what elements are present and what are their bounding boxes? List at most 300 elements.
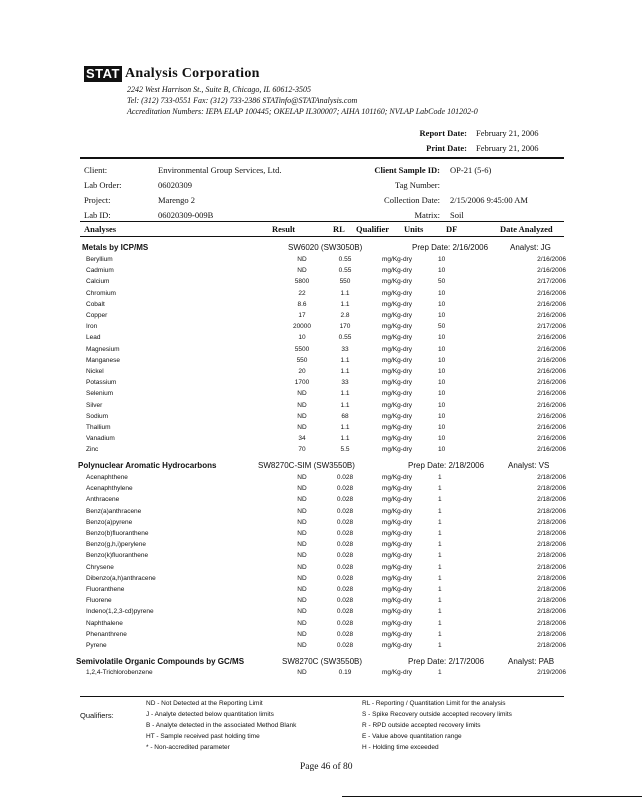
result-row — [86, 411, 566, 422]
date-analyzed: 2/16/2006 — [537, 423, 566, 431]
dilution-factor: 1 — [438, 541, 442, 549]
dilution-factor: 1 — [438, 641, 442, 649]
analyte-name: Chrysene — [86, 563, 114, 571]
date-analyzed: 2/18/2006 — [537, 552, 566, 560]
dilution-factor: 50 — [438, 323, 446, 331]
dilution-factor: 10 — [438, 435, 446, 443]
col-df: DF — [446, 224, 458, 234]
analyte-name: Calcium — [86, 278, 110, 286]
header-rule — [80, 157, 564, 159]
date-analyzed: 2/16/2006 — [537, 379, 566, 387]
analyte-name: Benzo(a)pyrene — [86, 518, 133, 526]
qualifier — [368, 377, 382, 388]
result-value: 17 — [298, 312, 306, 320]
col-analyses: Analyses — [84, 224, 117, 234]
qualifier — [368, 254, 382, 265]
units: mg/Kg-dry — [382, 278, 412, 286]
col-units: Units — [404, 224, 424, 234]
analyte-name: Anthracene — [86, 496, 120, 504]
page-number: Page 46 of 80 — [300, 762, 353, 772]
qualifier — [368, 444, 382, 455]
section-analyst: Analyst: PAB — [508, 657, 555, 666]
result-value: ND — [297, 574, 307, 582]
result-value: ND — [297, 669, 307, 677]
qualifier — [368, 321, 382, 332]
qualifier — [368, 399, 382, 410]
analyte-name: Indeno(1,2,3-cd)pyrene — [86, 608, 154, 616]
dilution-factor: 1 — [438, 507, 442, 515]
qualifier — [368, 617, 382, 628]
bottom-edge-line — [342, 796, 642, 797]
result-value: ND — [297, 390, 307, 398]
units: mg/Kg-dry — [382, 267, 412, 275]
result-row — [86, 265, 566, 276]
dilution-factor: 1 — [438, 552, 442, 560]
dilution-factor: 1 — [438, 597, 442, 605]
qualifier — [368, 332, 382, 343]
result-value: ND — [297, 401, 307, 409]
units: mg/Kg-dry — [382, 574, 412, 582]
result-row — [86, 377, 566, 388]
analyte-name: Cobalt — [86, 300, 105, 308]
result-row — [86, 629, 566, 640]
reporting-limit: 1.1 — [340, 401, 350, 409]
section-method: SW8270C (SW3550B) — [282, 657, 363, 666]
collection-date-value: 2/15/2006 9:45:00 AM — [450, 195, 528, 205]
dilution-factor: 1 — [438, 563, 442, 571]
units: mg/Kg-dry — [382, 334, 412, 342]
units: mg/Kg-dry — [382, 446, 412, 454]
analyte-name: Nickel — [86, 367, 104, 375]
dilution-factor: 10 — [438, 356, 446, 364]
qualifier — [368, 494, 382, 505]
result-value: ND — [297, 585, 307, 593]
analyte-name: Potassium — [86, 379, 117, 387]
qualifier — [368, 310, 382, 321]
reporting-limit: 2.8 — [340, 312, 350, 320]
qualifier-item: E - Value above quantitation range — [362, 733, 462, 740]
report-date: February 21, 2006 — [476, 128, 539, 138]
analyte-name: Manganese — [86, 356, 120, 364]
reporting-limit: 0.028 — [336, 608, 354, 616]
metals-results-table — [86, 254, 566, 455]
col-qualifier: Qualifier — [356, 224, 390, 234]
reporting-limit: 0.028 — [336, 485, 354, 493]
dilution-factor: 1 — [438, 496, 442, 504]
col-date-analyzed: Date Analyzed — [500, 224, 553, 234]
qualifier-item: H - Holding time exceeded — [362, 744, 439, 751]
result-value: ND — [297, 530, 307, 538]
dilution-factor: 1 — [438, 608, 442, 616]
units: mg/Kg-dry — [382, 474, 412, 482]
section-prep-date: Prep Date: 2/17/2006 — [408, 657, 485, 666]
reporting-limit: 1.1 — [340, 367, 350, 375]
section-title: Semivolatile Organic Compounds by GC/MS — [76, 657, 245, 666]
company-logo: STAT — [85, 66, 120, 81]
analyte-name: Acenaphthene — [86, 474, 128, 482]
result-value: 20000 — [292, 323, 312, 331]
qualifier — [368, 539, 382, 550]
result-row — [86, 472, 566, 483]
reporting-limit: 1.1 — [340, 356, 350, 364]
reporting-limit: 0.028 — [336, 619, 354, 627]
dilution-factor: 10 — [438, 367, 446, 375]
section-title: Metals by ICP/MS — [82, 243, 149, 252]
units: mg/Kg-dry — [382, 530, 412, 538]
dilution-factor: 1 — [438, 669, 442, 677]
dilution-factor: 10 — [438, 300, 446, 308]
reporting-limit: 33 — [341, 379, 349, 387]
result-row — [86, 606, 566, 617]
units: mg/Kg-dry — [382, 423, 412, 431]
qualifier — [368, 366, 382, 377]
result-value: 1700 — [294, 379, 310, 387]
analyte-name: Thallium — [86, 423, 111, 431]
analyte-name: Acenaphthylene — [86, 485, 133, 493]
result-row — [86, 640, 566, 651]
analyte-name: Chromium — [86, 289, 116, 297]
result-row — [86, 276, 566, 287]
units: mg/Kg-dry — [382, 345, 412, 353]
qualifier — [368, 667, 382, 678]
dilution-factor: 10 — [438, 289, 446, 297]
result-row — [86, 299, 566, 310]
dilution-factor: 1 — [438, 630, 442, 638]
result-row — [86, 310, 566, 321]
analyte-name: Sodium — [86, 412, 109, 420]
result-value: ND — [297, 552, 307, 560]
project-label: Project: — [84, 195, 111, 205]
units: mg/Kg-dry — [382, 641, 412, 649]
date-analyzed: 2/16/2006 — [537, 312, 566, 320]
units: mg/Kg-dry — [382, 367, 412, 375]
units: mg/Kg-dry — [382, 323, 412, 331]
qualifier — [368, 573, 382, 584]
result-value: 5800 — [294, 278, 310, 286]
analyte-name: Fluoranthene — [86, 585, 125, 593]
analyte-name: Cadmium — [86, 267, 114, 275]
result-value: ND — [297, 474, 307, 482]
analyte-name: Benzo(k)fluoranthene — [86, 552, 149, 560]
result-value: ND — [297, 563, 307, 571]
result-row — [86, 539, 566, 550]
result-value: ND — [297, 541, 307, 549]
units: mg/Kg-dry — [382, 507, 412, 515]
units: mg/Kg-dry — [382, 356, 412, 364]
units: mg/Kg-dry — [382, 541, 412, 549]
date-analyzed: 2/18/2006 — [537, 474, 566, 482]
analyte-name: Zinc — [86, 446, 99, 454]
result-row — [86, 528, 566, 539]
date-analyzed: 2/18/2006 — [537, 608, 566, 616]
lab-order-value: 06020309 — [158, 180, 192, 190]
reporting-limit: 5.5 — [340, 446, 350, 454]
reporting-limit: 0.028 — [336, 597, 354, 605]
company-name: Analysis Corporation — [125, 66, 260, 81]
qualifier — [368, 506, 382, 517]
qualifier — [368, 629, 382, 640]
dilution-factor: 10 — [438, 256, 446, 264]
reporting-limit: 0.028 — [336, 496, 354, 504]
result-value: ND — [297, 641, 307, 649]
date-analyzed: 2/16/2006 — [537, 267, 566, 275]
reporting-limit: 0.028 — [336, 563, 354, 571]
date-analyzed: 2/16/2006 — [537, 300, 566, 308]
date-analyzed: 2/18/2006 — [537, 619, 566, 627]
dilution-factor: 50 — [438, 278, 446, 286]
reporting-limit: 170 — [339, 323, 351, 331]
result-row — [86, 595, 566, 606]
qualifier — [368, 595, 382, 606]
result-value: 22 — [298, 289, 306, 297]
units: mg/Kg-dry — [382, 630, 412, 638]
section-analyst: Analyst: JG — [510, 243, 551, 252]
client-value: Environmental Group Services, Ltd. — [158, 165, 282, 175]
date-analyzed: 2/18/2006 — [537, 507, 566, 515]
qualifier — [368, 584, 382, 595]
reporting-limit: 0.028 — [336, 585, 354, 593]
sample-id-value: OP-21 (5-6) — [450, 165, 492, 175]
client-label: Client: — [84, 165, 108, 175]
section-analyst: Analyst: VS — [508, 461, 550, 470]
units: mg/Kg-dry — [382, 256, 412, 264]
reporting-limit: 0.028 — [336, 541, 354, 549]
units: mg/Kg-dry — [382, 379, 412, 387]
analyte-name: Benz(a)anthracene — [86, 507, 142, 515]
qualifier — [368, 433, 382, 444]
date-analyzed: 2/18/2006 — [537, 496, 566, 504]
units: mg/Kg-dry — [382, 552, 412, 560]
dilution-factor: 10 — [438, 390, 446, 398]
result-value: ND — [297, 507, 307, 515]
date-analyzed: 2/18/2006 — [537, 518, 566, 526]
units: mg/Kg-dry — [382, 312, 412, 320]
dilution-factor: 1 — [438, 574, 442, 582]
lab-order-label: Lab Order: — [84, 180, 122, 190]
qualifier-item: J - Analyte detected below quantitation limits — [146, 711, 274, 718]
date-analyzed: 2/16/2006 — [537, 367, 566, 375]
qualifier — [368, 344, 382, 355]
qualifier — [368, 411, 382, 422]
result-row — [86, 344, 566, 355]
result-row — [86, 332, 566, 343]
qualifier-item: RL - Reporting / Quantitation Limit for the analysis — [362, 700, 506, 707]
date-analyzed: 2/16/2006 — [537, 345, 566, 353]
result-row — [86, 355, 566, 366]
result-row — [86, 562, 566, 573]
units: mg/Kg-dry — [382, 563, 412, 571]
date-analyzed: 2/18/2006 — [537, 641, 566, 649]
reporting-limit: 0.028 — [336, 530, 354, 538]
date-analyzed: 2/16/2006 — [537, 390, 566, 398]
reporting-limit: 68 — [341, 412, 349, 420]
qualifier — [368, 265, 382, 276]
reporting-limit: 0.028 — [336, 552, 354, 560]
qualifier — [368, 483, 382, 494]
company-address: 2242 West Harrison St., Suite B, Chicago, IL 60612-3505 — [127, 85, 312, 94]
analyte-name: Fluorene — [86, 597, 112, 605]
dilution-factor: 1 — [438, 474, 442, 482]
dilution-factor: 10 — [438, 446, 446, 454]
units: mg/Kg-dry — [382, 412, 412, 420]
section-prep-date: Prep Date: 2/16/2006 — [412, 243, 489, 252]
company-phone: Tel: (312) 733-0551 Fax: (312) 733-2386 STATinfo@STATAnalysis.com — [127, 96, 358, 105]
result-row — [86, 584, 566, 595]
result-row — [86, 321, 566, 332]
reporting-limit: 1.1 — [340, 289, 350, 297]
units: mg/Kg-dry — [382, 435, 412, 443]
section-method: SW6020 (SW3050B) — [288, 243, 363, 252]
date-analyzed: 2/18/2006 — [537, 563, 566, 571]
result-value: ND — [297, 518, 307, 526]
dilution-factor: 10 — [438, 267, 446, 275]
qualifier — [368, 388, 382, 399]
date-analyzed: 2/18/2006 — [537, 630, 566, 638]
analyte-name: Dibenzo(a,h)anthracene — [86, 574, 156, 582]
analyte-name: Copper — [86, 312, 108, 320]
analyte-name: Lead — [86, 334, 101, 342]
date-analyzed: 2/16/2006 — [537, 256, 566, 264]
result-row — [86, 433, 566, 444]
reporting-limit: 0.19 — [338, 669, 352, 677]
dilution-factor: 10 — [438, 412, 446, 420]
reporting-limit: 33 — [341, 345, 349, 353]
reporting-limit: 550 — [339, 278, 351, 286]
result-row — [86, 483, 566, 494]
result-row — [86, 422, 566, 433]
matrix-label: Matrix: — [414, 210, 440, 220]
units: mg/Kg-dry — [382, 585, 412, 593]
dilution-factor: 10 — [438, 345, 446, 353]
reporting-limit: 1.1 — [340, 300, 350, 308]
result-value: ND — [297, 619, 307, 627]
result-row — [86, 366, 566, 377]
tag-number-label: Tag Number: — [395, 180, 440, 190]
units: mg/Kg-dry — [382, 608, 412, 616]
qualifier-item: R - RPD outside accepted recovery limits — [362, 722, 481, 729]
result-value: 34 — [298, 435, 306, 443]
analyte-name: Pyrene — [86, 641, 107, 649]
qualifier — [368, 355, 382, 366]
qualifier — [368, 517, 382, 528]
result-value: ND — [297, 597, 307, 605]
date-analyzed: 2/17/2006 — [537, 323, 566, 331]
reporting-limit: 0.028 — [336, 630, 354, 638]
date-analyzed: 2/18/2006 — [537, 541, 566, 549]
dilution-factor: 10 — [438, 401, 446, 409]
units: mg/Kg-dry — [382, 300, 412, 308]
reporting-limit: 0.028 — [336, 574, 354, 582]
footer-rule — [80, 696, 564, 697]
result-value: ND — [297, 423, 307, 431]
lab-id-value: 06020309-009B — [158, 210, 214, 220]
date-analyzed: 2/16/2006 — [537, 356, 566, 364]
analyte-name: 1,2,4-Trichlorobenzene — [86, 669, 153, 677]
print-date: February 21, 2006 — [476, 143, 539, 153]
report-date-label: Report Date: — [419, 128, 467, 138]
result-value: 10 — [298, 334, 306, 342]
result-row — [86, 444, 566, 455]
dilution-factor: 10 — [438, 312, 446, 320]
qualifier-item: ND - Not Detected at the Reporting Limit — [146, 700, 263, 707]
date-analyzed: 2/18/2006 — [537, 485, 566, 493]
result-value: ND — [297, 256, 307, 264]
reporting-limit: 0.028 — [336, 474, 354, 482]
reporting-limit: 0.028 — [336, 518, 354, 526]
units: mg/Kg-dry — [382, 485, 412, 493]
section-title: Polynuclear Aromatic Hydrocarbons — [78, 461, 217, 470]
qualifier-item: * - Non-accredited parameter — [146, 744, 230, 751]
reporting-limit: 0.028 — [336, 507, 354, 515]
qualifier — [368, 472, 382, 483]
result-row — [86, 550, 566, 561]
result-value: ND — [297, 485, 307, 493]
reporting-limit: 1.1 — [340, 423, 350, 431]
result-value: 70 — [298, 446, 306, 454]
result-value: ND — [297, 630, 307, 638]
result-row — [86, 288, 566, 299]
qualifier — [368, 299, 382, 310]
date-analyzed: 2/16/2006 — [537, 412, 566, 420]
qualifier — [368, 528, 382, 539]
dilution-factor: 10 — [438, 334, 446, 342]
collection-date-label: Collection Date: — [384, 195, 440, 205]
units: mg/Kg-dry — [382, 518, 412, 526]
result-row — [86, 617, 566, 628]
qualifier — [368, 550, 382, 561]
result-value: ND — [297, 267, 307, 275]
analyte-name: Silver — [86, 401, 103, 409]
qualifier — [368, 640, 382, 651]
units: mg/Kg-dry — [382, 597, 412, 605]
print-date-label: Print Date: — [426, 143, 467, 153]
result-row — [86, 517, 566, 528]
project-value: Marengo 2 — [158, 195, 196, 205]
pah-results-table — [86, 472, 566, 651]
reporting-limit: 1.1 — [340, 390, 350, 398]
dilution-factor: 10 — [438, 379, 446, 387]
units: mg/Kg-dry — [382, 669, 412, 677]
dilution-factor: 1 — [438, 518, 442, 526]
col-rl: RL — [333, 224, 345, 234]
result-value: 5500 — [294, 345, 310, 353]
reporting-limit: 0.55 — [338, 334, 352, 342]
company-accreditation: Accreditation Numbers: IEPA ELAP 100445; OKELAP IL300007; AIHA 101160; NVLAP LabCode 101202-0 — [127, 107, 478, 116]
units: mg/Kg-dry — [382, 496, 412, 504]
result-row — [86, 494, 566, 505]
analyte-name: Naphthalene — [86, 619, 123, 627]
qualifier-item: HT - Sample received past holding time — [146, 733, 260, 740]
qualifier-item: S - Spike Recovery outside accepted recovery limits — [362, 711, 512, 718]
reporting-limit: 0.55 — [338, 267, 352, 275]
reporting-limit: 1.1 — [340, 435, 350, 443]
analyte-name: Phenanthrene — [86, 630, 127, 638]
info-rule — [80, 221, 564, 222]
dilution-factor: 1 — [438, 619, 442, 627]
analyte-name: Iron — [86, 323, 98, 331]
units: mg/Kg-dry — [382, 401, 412, 409]
qualifier — [368, 422, 382, 433]
result-row — [86, 388, 566, 399]
matrix-value: Soil — [450, 210, 464, 220]
units: mg/Kg-dry — [382, 390, 412, 398]
result-value: ND — [297, 608, 307, 616]
dilution-factor: 1 — [438, 530, 442, 538]
sample-id-label: Client Sample ID: — [374, 165, 440, 175]
date-analyzed: 2/18/2006 — [537, 585, 566, 593]
result-value: 550 — [296, 356, 308, 364]
result-row — [86, 399, 566, 410]
